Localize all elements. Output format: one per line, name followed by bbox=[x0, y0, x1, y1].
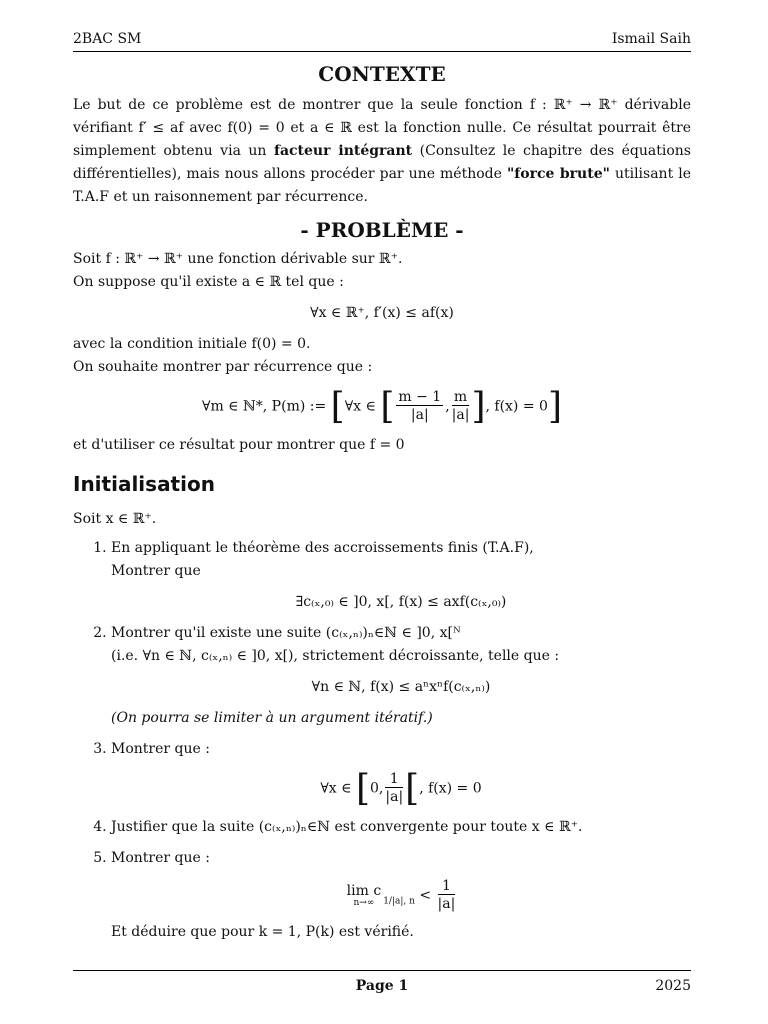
equation-hypothesis: ∀x ∈ ℝ⁺, f′(x) ≤ af(x) bbox=[310, 305, 454, 321]
q1-text: 1. En appliquant le théorème des accroissements finis (T.A.F), bbox=[111, 540, 534, 556]
q1-text-2: Montrer que bbox=[111, 563, 201, 579]
q5-equation: lim c n→∞ $_{1/|a|, n}$ < $\frac{1}{|a|}$ bbox=[346, 878, 456, 912]
contexte-bold-2: "force brute" bbox=[506, 166, 610, 182]
header-left: 2BAC SM bbox=[73, 31, 142, 47]
question-2 bbox=[111, 622, 691, 730]
probleme-line-1: Soit f : ℝ⁺ → ℝ⁺ une fonction dérivable sur ℝ⁺. bbox=[73, 251, 403, 267]
initialisation-title: Initialisation bbox=[73, 472, 215, 496]
contexte-bold-1: facteur intégrant bbox=[273, 143, 413, 159]
q2-note: (On pourra se limiter à un argument itératif.) bbox=[111, 710, 433, 726]
probleme-title: - PROBLÈME - bbox=[300, 218, 464, 242]
question-3 bbox=[111, 738, 691, 809]
q4-text: 4. Justifier que la suite (c₍ₓ,ₙ₎)ₙ∈ℕ est convergente pour toute x ∈ ℝ⁺. bbox=[111, 819, 583, 835]
equation-recurrence: ∀m ∈ ℕ*, P(m) := [∀x ∈ [ $\frac{m - 1}{|a|}$ , $\frac{m}{|a|}$ ], f(x) = 0] bbox=[202, 386, 562, 427]
q5-text: 5. Montrer que : bbox=[111, 850, 210, 866]
probleme-line-2: On suppose qu'il existe a ∈ ℝ tel que : bbox=[73, 274, 344, 290]
document-body bbox=[73, 60, 691, 952]
fraction-m-minus-1: $\frac{m - 1}{|a|}$ bbox=[398, 389, 442, 423]
q3-equation: ∀x ∈ [0, $\frac{1}{|a|}$ [, f(x) = 0 bbox=[320, 768, 482, 809]
footer-rule bbox=[73, 970, 691, 971]
page-number: Page 1 bbox=[355, 978, 409, 994]
contexte-paragraph bbox=[73, 94, 691, 209]
question-5 bbox=[111, 847, 691, 944]
contexte-title: CONTEXTE bbox=[318, 62, 446, 86]
contexte-text-2: (Consultez le chapitre des équations différentielles), mais nous allons procéder par une méthode bbox=[73, 143, 691, 182]
header-rule bbox=[73, 51, 691, 52]
header-right: Ismail Saih bbox=[611, 31, 691, 47]
question-4 bbox=[111, 816, 691, 839]
eq-recurrence-forall: ∀x ∈ bbox=[344, 398, 376, 415]
q1-equation: ∃c₍ₓ,₀₎ ∈ ]0, x[, f(x) ≤ axf(c₍ₓ,₀₎) bbox=[295, 594, 507, 610]
q2-text: 2. Montrer qu'il existe une suite (c₍ₓ,ₙ₎)ₙ∈ℕ ∈ ]0, x[ᴺ bbox=[111, 625, 461, 641]
probleme-line-5: et d'utiliser ce résultat pour montrer que f = 0 bbox=[73, 437, 405, 453]
fraction-m: $\frac{m}{|a|}$ bbox=[451, 389, 470, 423]
page-header bbox=[73, 31, 691, 47]
contexte-text-1: Le but de ce problème est de montrer que la seule fonction f : ℝ⁺ → ℝ⁺ dérivable vérifiant f′ ≤ af avec f(0) = 0 et a ∈ ℝ est la fonction nulle. Ce résultat pourrait être simplement obtenu via un bbox=[73, 97, 691, 159]
eq-recurrence-left: ∀m ∈ ℕ*, P(m) := bbox=[202, 398, 327, 415]
q5-text-2: Et déduire que pour k = 1, P(k) est vérifié. bbox=[111, 924, 414, 941]
footer-year: 2025 bbox=[655, 978, 691, 994]
q2-text-2: (i.e. ∀n ∈ ℕ, c₍ₓ,ₙ₎ ∈ ]0, x[), strictement décroissante, telle que : bbox=[111, 648, 560, 664]
probleme-line-4: On souhaite montrer par récurrence que : bbox=[73, 359, 373, 375]
probleme-line-3: avec la condition initiale f(0) = 0. bbox=[73, 336, 311, 352]
question-1 bbox=[111, 537, 691, 614]
eq-recurrence-right: , f(x) = 0 bbox=[485, 398, 548, 415]
question-list bbox=[73, 537, 691, 944]
initialisation-intro: Soit x ∈ ℝ⁺. bbox=[73, 511, 157, 527]
q3-text: 3. Montrer que : bbox=[111, 741, 210, 757]
q2-equation: ∀n ∈ ℕ, f(x) ≤ aⁿxⁿf(c₍ₓ,ₙ₎) bbox=[311, 679, 491, 695]
contexte-text-3: utilisant le T.A.F et un raisonnement par récurrence. bbox=[73, 166, 692, 205]
